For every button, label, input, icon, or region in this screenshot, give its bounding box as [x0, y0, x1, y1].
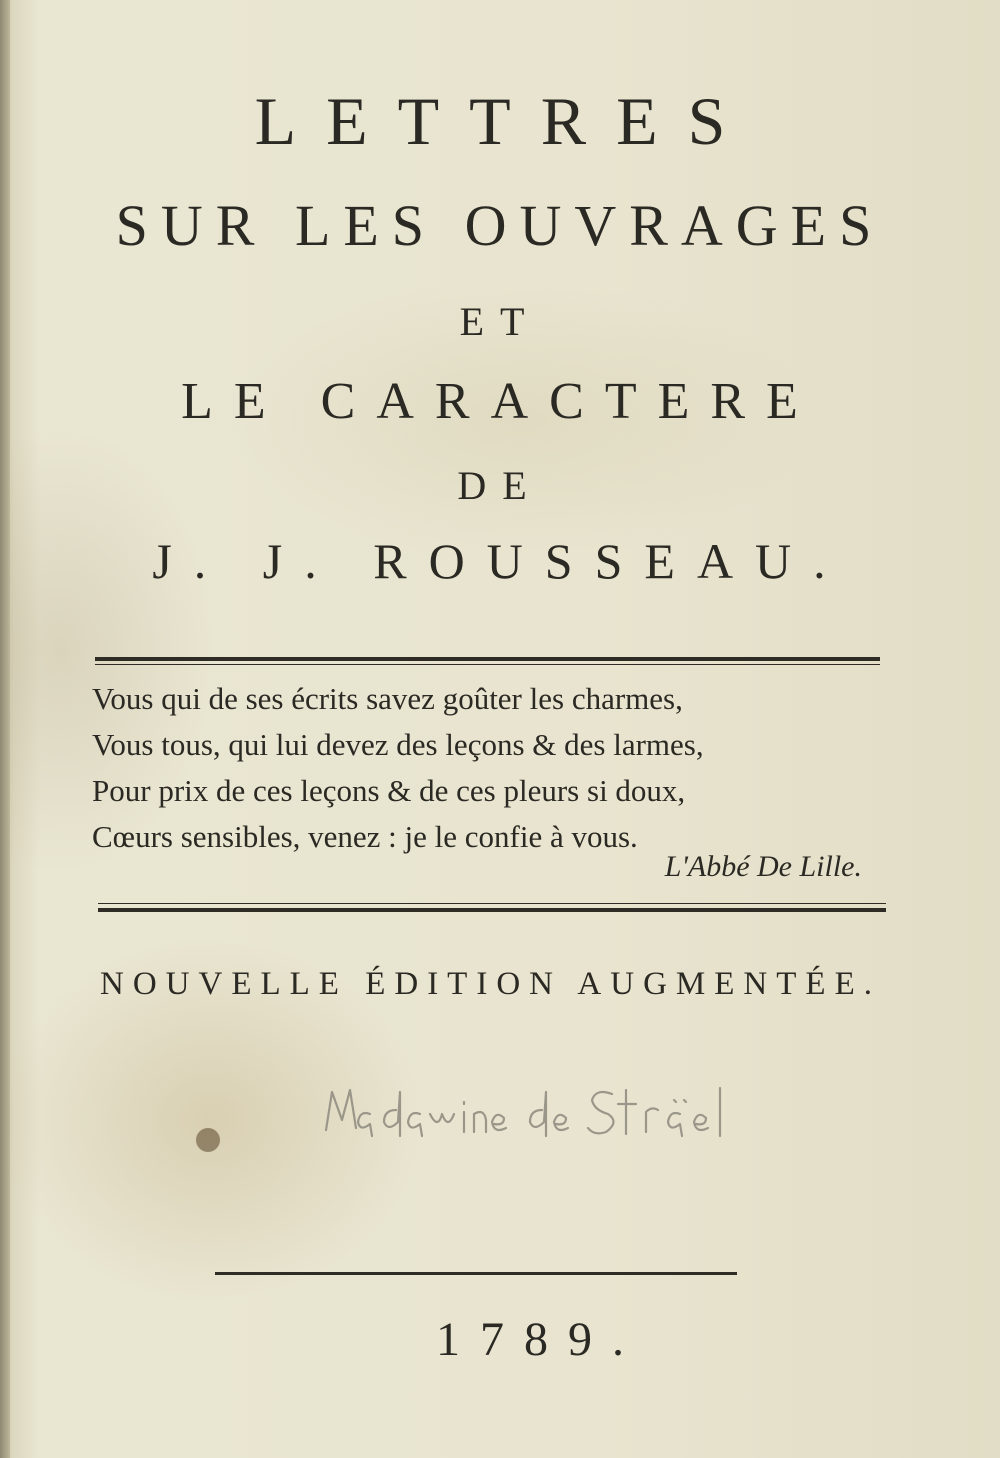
publication-year: 1789.	[436, 1313, 644, 1366]
ink-stain	[196, 1128, 220, 1152]
epigraph-verse: Vous tous, qui lui devez des leçons & des larmes,	[92, 727, 704, 762]
title-line-et: ET	[459, 299, 541, 344]
rule-below-epigraph-thin	[98, 903, 886, 904]
title-line-de: DE	[457, 463, 543, 508]
title-line-le-caractere: LE CARACTERE	[181, 373, 819, 430]
epigraph	[92, 676, 882, 860]
epigraph-verse: Vous qui de ses écrits savez goûter les charmes,	[92, 681, 683, 716]
rule-above-epigraph	[95, 657, 880, 661]
epigraph-verse: Cœurs sensibles, venez : je le confie à vous.	[92, 819, 638, 854]
edition-statement: NOUVELLE ÉDITION AUGMENTÉE.	[100, 966, 881, 1002]
epigraph-verse: Pour prix de ces leçons & de ces pleurs si doux,	[92, 773, 686, 808]
epigraph-attribution: L'Abbé De Lille.	[664, 850, 862, 883]
title-line-lettres: LETTRES	[254, 83, 756, 159]
rule-above-year	[215, 1272, 737, 1275]
rule-below-epigraph	[98, 908, 886, 912]
handwritten-inscription	[318, 1080, 748, 1140]
title-line-author: J. J. ROUSSEAU.	[152, 533, 848, 589]
title-line-sur-les-ouvrages: SUR LES OUVRAGES	[115, 193, 885, 258]
rule-above-epigraph-thin	[95, 664, 880, 665]
